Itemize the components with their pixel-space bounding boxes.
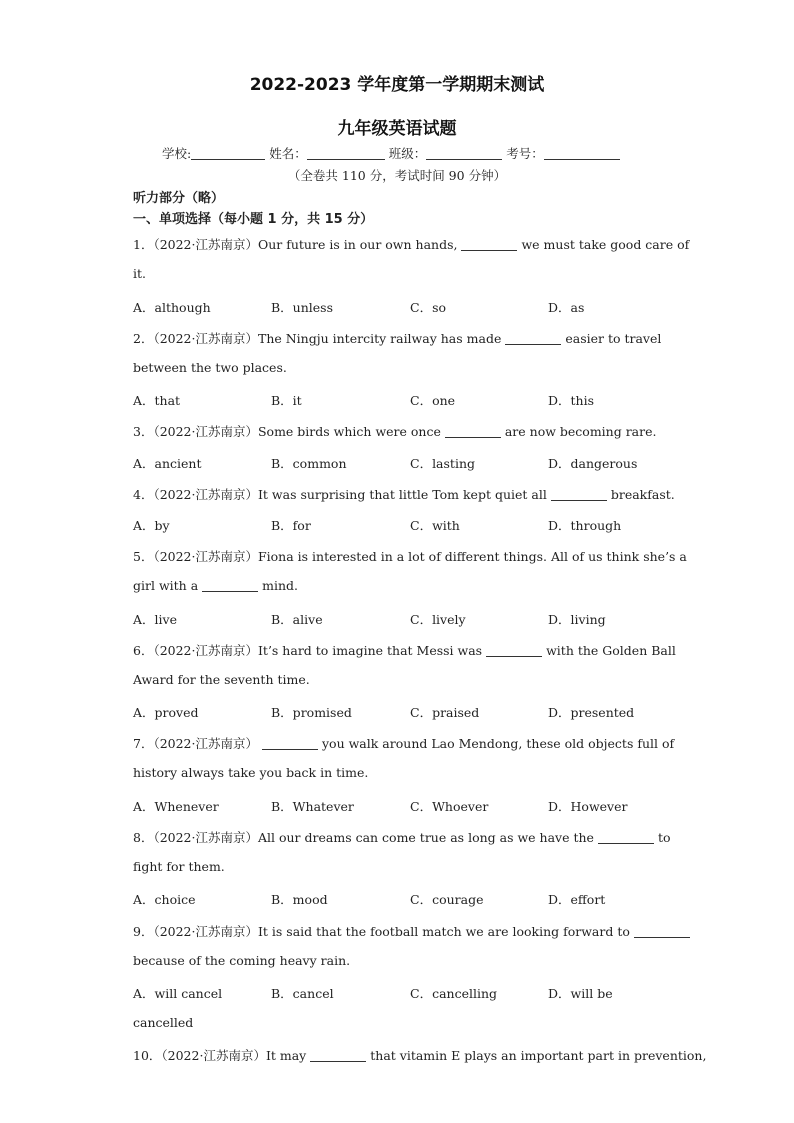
question-2 bbox=[133, 329, 673, 347]
question-5: 5．（2022·江苏南京）Fiona is interested in a lot of different things. All of us think she’s a bbox=[133, 549, 687, 564]
question-5-options bbox=[133, 610, 673, 628]
question-text: girl with a bbox=[133, 578, 199, 593]
question-text: that vitamin E plays an important part in prevention, bbox=[370, 1048, 707, 1063]
question-2-cont: between the two places. bbox=[133, 360, 287, 375]
option-a[interactable]: A．although bbox=[133, 300, 211, 315]
option-a[interactable]: A．choice bbox=[133, 892, 196, 907]
page-subtitle: 九年级英语试题 bbox=[337, 119, 457, 139]
option-c[interactable]: C．one bbox=[410, 393, 456, 408]
option-d[interactable]: D．this bbox=[548, 393, 595, 408]
question-2-options bbox=[133, 391, 673, 409]
question-text: 3．（2022·江苏南京）Some birds which were once bbox=[133, 424, 441, 439]
question-1-options bbox=[133, 298, 673, 316]
option-a[interactable]: A．by bbox=[133, 518, 170, 533]
question-7-cont: history always take you back in time. bbox=[133, 765, 369, 780]
answer-blank bbox=[310, 1049, 366, 1062]
option-d[interactable]: D．dangerous bbox=[548, 456, 638, 471]
question-text: 10．（2022·江苏南京）It may bbox=[133, 1048, 307, 1063]
question-6-cont: Award for the seventh time. bbox=[133, 672, 310, 687]
school-label: 学校: bbox=[162, 146, 192, 161]
page-title: 2022-2023 学年度第一学期期末测试 bbox=[249, 75, 545, 95]
answer-blank bbox=[551, 488, 607, 501]
question-text: we must take good care of bbox=[521, 237, 690, 252]
question-text: 9．（2022·江苏南京）It is said that the football match we are looking forward to bbox=[133, 924, 630, 939]
class-label: 班级： bbox=[388, 146, 427, 161]
question-9-cont: because of the coming heavy rain. bbox=[133, 953, 351, 968]
answer-blank bbox=[262, 737, 318, 750]
question-text: 6．（2022·江苏南京）It’s hard to imagine that Messi was bbox=[133, 643, 483, 658]
option-d[interactable]: D．through bbox=[548, 518, 622, 533]
exam-note: （全卷共 110 分，考试时间 90 分钟） bbox=[287, 168, 507, 183]
option-a[interactable]: A．ancient bbox=[133, 456, 202, 471]
option-b[interactable]: B．mood bbox=[271, 892, 328, 907]
question-text: with the Golden Ball bbox=[546, 643, 676, 658]
question-text: 7．（2022·江苏南京） bbox=[133, 736, 258, 751]
answer-blank bbox=[461, 238, 517, 251]
question-text: 4．（2022·江苏南京）It was surprising that little Tom kept quiet all bbox=[133, 487, 547, 502]
question-9-option-d-cont: cancelled bbox=[133, 1015, 194, 1030]
question-7-options bbox=[133, 797, 673, 815]
question-text: you walk around Lao Mendong, these old objects full of bbox=[322, 736, 675, 751]
question-text: mind. bbox=[262, 578, 299, 593]
option-d[interactable]: D．However bbox=[548, 799, 628, 814]
question-text: easier to travel bbox=[565, 331, 662, 346]
option-a[interactable]: A．that bbox=[133, 393, 181, 408]
question-6 bbox=[133, 641, 676, 659]
question-text: breakfast. bbox=[610, 487, 675, 502]
question-1 bbox=[133, 235, 690, 253]
option-b[interactable]: B．common bbox=[271, 456, 347, 471]
answer-blank bbox=[634, 925, 690, 938]
option-a[interactable]: A．Whenever bbox=[133, 799, 219, 814]
question-7 bbox=[133, 734, 673, 752]
option-b[interactable]: B．unless bbox=[271, 300, 334, 315]
question-9 bbox=[133, 922, 673, 940]
question-text: to bbox=[657, 830, 671, 845]
question-8-cont: fight for them. bbox=[133, 859, 225, 874]
exam-no-blank[interactable] bbox=[544, 146, 620, 160]
question-text: 8．（2022·江苏南京）All our dreams can come true as long as we have the bbox=[133, 830, 594, 845]
option-d[interactable]: D．will be bbox=[548, 986, 613, 1001]
answer-blank bbox=[202, 579, 258, 592]
answer-blank bbox=[445, 425, 501, 438]
answer-blank bbox=[486, 644, 542, 657]
question-8-options bbox=[133, 890, 673, 908]
option-c[interactable]: C．so bbox=[410, 300, 447, 315]
option-c[interactable]: C．lively bbox=[410, 612, 466, 627]
question-4-options bbox=[133, 516, 673, 534]
name-blank[interactable] bbox=[307, 146, 385, 160]
question-3-options bbox=[133, 454, 673, 472]
option-d[interactable]: D．effort bbox=[548, 892, 606, 907]
section-listening: 听力部分（略） bbox=[133, 191, 225, 206]
name-label: 姓名： bbox=[269, 146, 307, 161]
option-d[interactable]: D．living bbox=[548, 612, 606, 627]
option-b[interactable]: B．for bbox=[271, 518, 311, 533]
option-a[interactable]: A．proved bbox=[133, 705, 199, 720]
question-text: are now becoming rare. bbox=[504, 424, 657, 439]
question-4 bbox=[133, 485, 673, 503]
question-6-options bbox=[133, 703, 673, 721]
question-text: 1．（2022·江苏南京）Our future is in our own hands, bbox=[133, 237, 458, 252]
option-c[interactable]: C．courage bbox=[410, 892, 484, 907]
student-info-line bbox=[162, 144, 682, 162]
question-10 bbox=[133, 1046, 707, 1064]
option-c[interactable]: C．with bbox=[410, 518, 460, 533]
answer-blank bbox=[505, 332, 561, 345]
question-8 bbox=[133, 828, 673, 846]
option-c[interactable]: C．cancelling bbox=[410, 986, 498, 1001]
option-a[interactable]: A．will cancel bbox=[133, 986, 223, 1001]
option-d[interactable]: D．as bbox=[548, 300, 585, 315]
option-b[interactable]: B．it bbox=[271, 393, 302, 408]
option-a[interactable]: A．live bbox=[133, 612, 177, 627]
exam-no-label: 考号： bbox=[506, 146, 544, 161]
question-text: 2．（2022·江苏南京）The Ningju intercity railway has made bbox=[133, 331, 502, 346]
option-b[interactable]: B．cancel bbox=[271, 986, 334, 1001]
option-b[interactable]: B．promised bbox=[271, 705, 352, 720]
option-c[interactable]: C．praised bbox=[410, 705, 480, 720]
question-5-cont bbox=[133, 578, 673, 593]
option-b[interactable]: B．alive bbox=[271, 612, 323, 627]
option-c[interactable]: C．lasting bbox=[410, 456, 476, 471]
question-9-options bbox=[133, 984, 673, 1002]
option-c[interactable]: C．Whoever bbox=[410, 799, 489, 814]
question-1-cont: it. bbox=[133, 266, 146, 281]
section-single-choice: 一、单项选择（每小题 1 分，共 15 分） bbox=[133, 212, 374, 227]
question-3 bbox=[133, 422, 673, 440]
option-d[interactable]: D．presented bbox=[548, 705, 635, 720]
option-b[interactable]: B．Whatever bbox=[271, 799, 354, 814]
class-blank[interactable] bbox=[426, 146, 502, 160]
answer-blank bbox=[598, 831, 654, 844]
school-blank[interactable] bbox=[191, 146, 265, 160]
